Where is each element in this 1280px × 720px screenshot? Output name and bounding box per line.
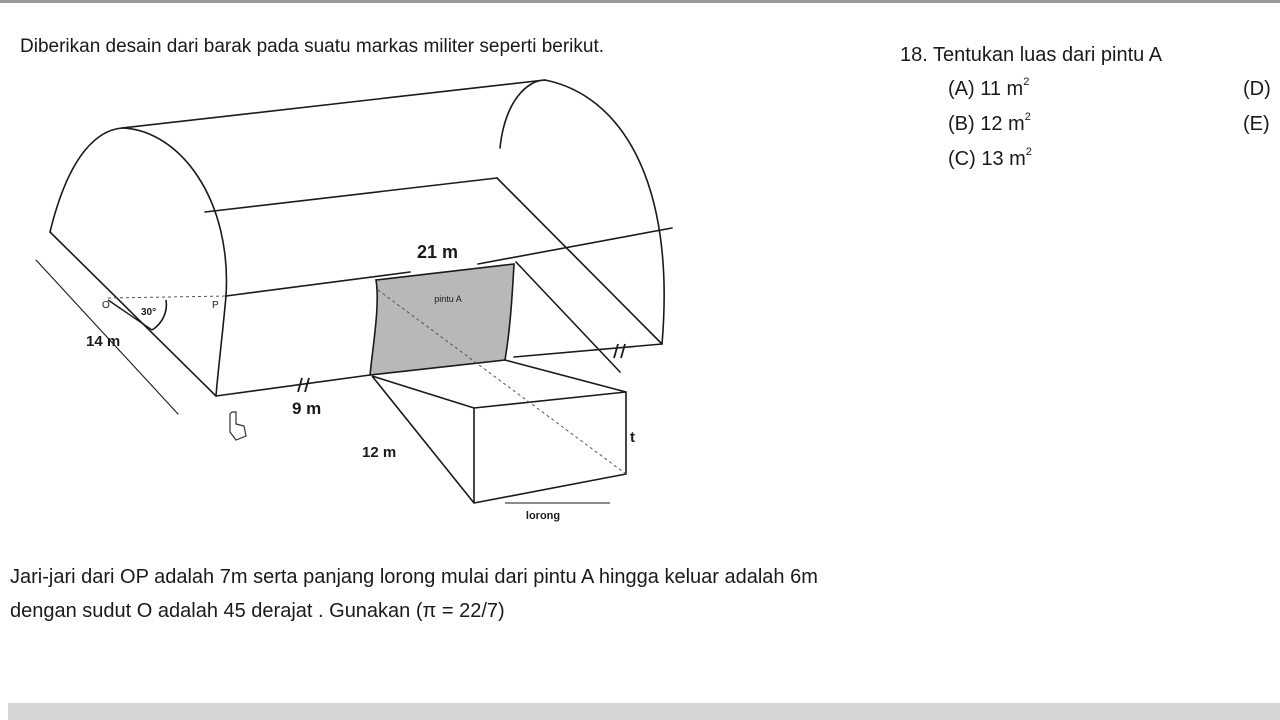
base-edge-right (514, 344, 662, 357)
problem-note-line-1: Jari-jari dari OP adalah 7m serta panjang lorong mulai dari pintu A hingga keluar adalah 6m (10, 566, 818, 588)
label-corridor-length: 12 m (362, 444, 397, 461)
roof-right-edge (497, 178, 662, 344)
dashed-radius-op (108, 296, 228, 298)
hand-cursor-icon (230, 412, 246, 440)
label-angle: 30° (141, 307, 157, 318)
base-edge-left (216, 375, 370, 396)
option-b-exponent: 2 (1024, 111, 1031, 124)
label-point-p: P (212, 300, 219, 311)
option-a-exponent: 2 (1023, 76, 1030, 89)
label-door-a: pintu A (434, 294, 462, 304)
corridor-roof-left (372, 376, 474, 408)
label-corridor: lorong (525, 510, 561, 522)
corridor-top-edge (505, 360, 626, 392)
axis-line-right (478, 228, 672, 264)
bottom-scroll-bar[interactable] (8, 703, 1280, 720)
label-width-14m: 14 m (86, 333, 121, 350)
option-c-exponent: 2 (1025, 146, 1032, 159)
problem-intro: Diberikan desain dari barak pada suatu markas militer seperti berikut. (20, 36, 604, 57)
option-a-letter: (A) (948, 78, 975, 100)
option-b-value: 12 m (980, 113, 1025, 135)
label-length-21m: 21 m (417, 242, 459, 262)
option-b-letter: (B) (948, 113, 975, 135)
front-base-edge (50, 232, 216, 396)
corridor-left-edge (372, 376, 474, 503)
tick-mark (614, 344, 618, 358)
option-e-letter: (E) (1243, 113, 1270, 135)
roof-top-line (122, 80, 545, 128)
option-c-value: 13 m (981, 148, 1026, 170)
option-c-letter: (C) (948, 148, 976, 170)
tick-mark (305, 378, 309, 392)
option-a-value: 11 m (980, 78, 1024, 100)
roof-mid-line (205, 178, 497, 212)
door-a-panel (370, 264, 514, 375)
tick-mark (621, 344, 625, 358)
back-arc (500, 80, 664, 344)
problem-note-line-2: dengan sudut O adalah 45 derajat . Gunakan (π = 22/7) (10, 600, 505, 622)
option-d-letter: (D) (1243, 78, 1271, 100)
label-height-t: t (630, 429, 635, 446)
label-offset-9m: 9 m (292, 399, 322, 418)
front-arc (50, 128, 226, 396)
question-18-prompt: 18. Tentukan luas dari pintu A (900, 44, 1163, 66)
corridor-end-face (474, 392, 626, 503)
label-point-o: O (102, 300, 110, 311)
